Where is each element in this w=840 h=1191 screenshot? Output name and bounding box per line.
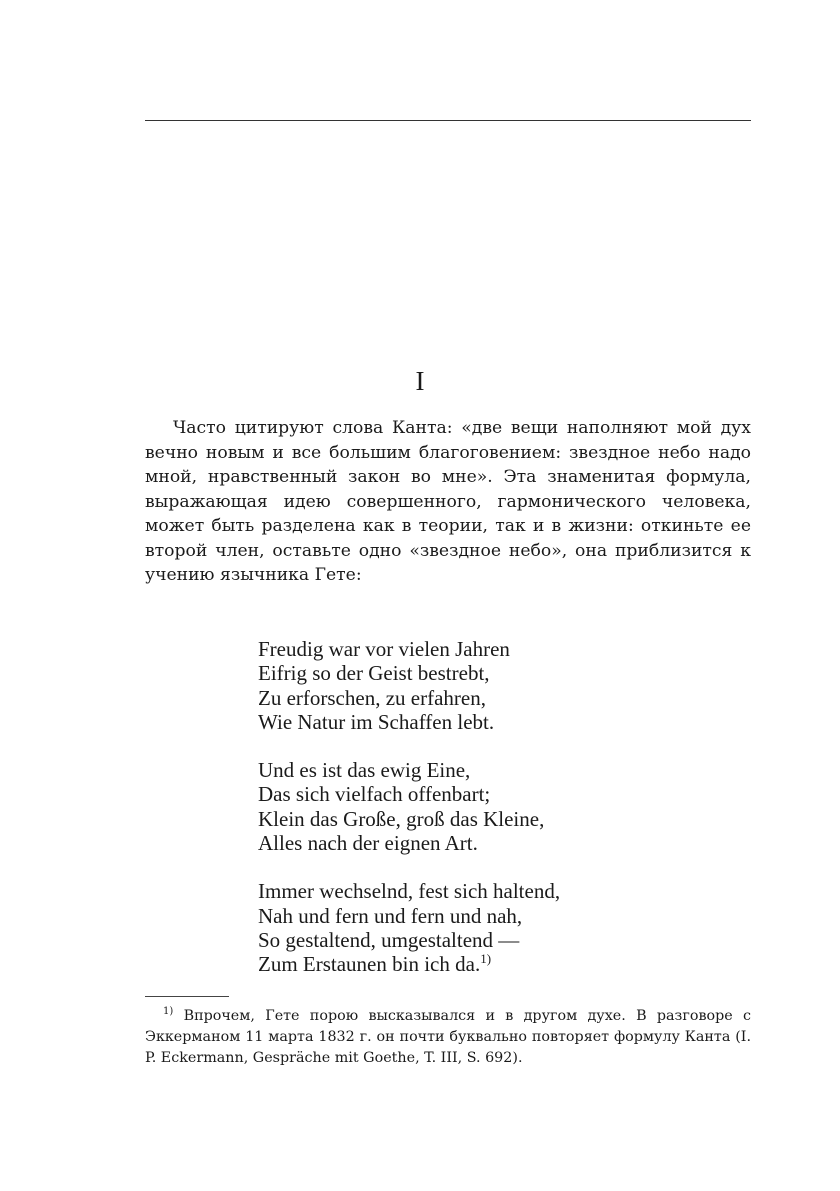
- poem-line: Das sich vielfach offenbart;: [258, 782, 491, 807]
- poem-line: Klein das Große, groß das Kleine,: [258, 806, 545, 831]
- footnote-reference: 1): [480, 951, 492, 967]
- footnote-rule: [145, 996, 229, 997]
- header-rule: [145, 120, 751, 121]
- poem-line: Zu erforschen, zu erfahren,: [258, 685, 486, 710]
- poem-line: Alles nach der eignen Art.: [258, 831, 478, 856]
- poem-stanza-3: [258, 879, 738, 976]
- poem-line-text: Zum Erstaunen bin ich da.: [258, 952, 481, 977]
- footnote: [145, 1006, 751, 1069]
- poem-line: So gestaltend, umgestaltend —: [258, 927, 520, 952]
- poem-line: Eifrig so der Geist bestrebt,: [258, 661, 490, 686]
- main-paragraph: Часто цитируют слова Канта: «две вещи наполняют мой дух вечно новым и все большим благоговением: звездное небо надо мной, нравственный закон во мне». Эта знаменитая формула, выражающая идею совершенного, гармонического человека, может быть разделена как в теории, так и в жизни: откиньте ее второй член, оставьте одно «звездное небо», она приблизится к учению язычника Гете:: [145, 418, 751, 585]
- poem-line-last: [258, 952, 738, 976]
- poem-line: Immer wechselnd, fest sich haltend,: [258, 879, 561, 904]
- poem-line: Freudig war vor vielen Jahren: [258, 637, 510, 661]
- footnote-text: Впрочем, Гете порою высказывался и в другом духе. В разговоре с Эккерманом 11 марта 1832 г. он почти буквально повторяет формулу Канта (I. P. Eckermann, Gespräche mit Goethe, T. III, S. 692).: [145, 1008, 752, 1066]
- poem-stanza-2: [258, 758, 738, 855]
- poem-line: Wie Natur im Schaffen lebt.: [258, 709, 495, 734]
- footnote-marker: 1): [163, 1006, 174, 1018]
- poem-line: Nah und fern und fern und nah,: [258, 903, 523, 928]
- goethe-poem: [258, 637, 738, 1001]
- chapter-number: I: [415, 366, 425, 396]
- poem-stanza-1: [258, 637, 738, 734]
- poem-line: Und es ist das ewig Eine,: [258, 758, 471, 783]
